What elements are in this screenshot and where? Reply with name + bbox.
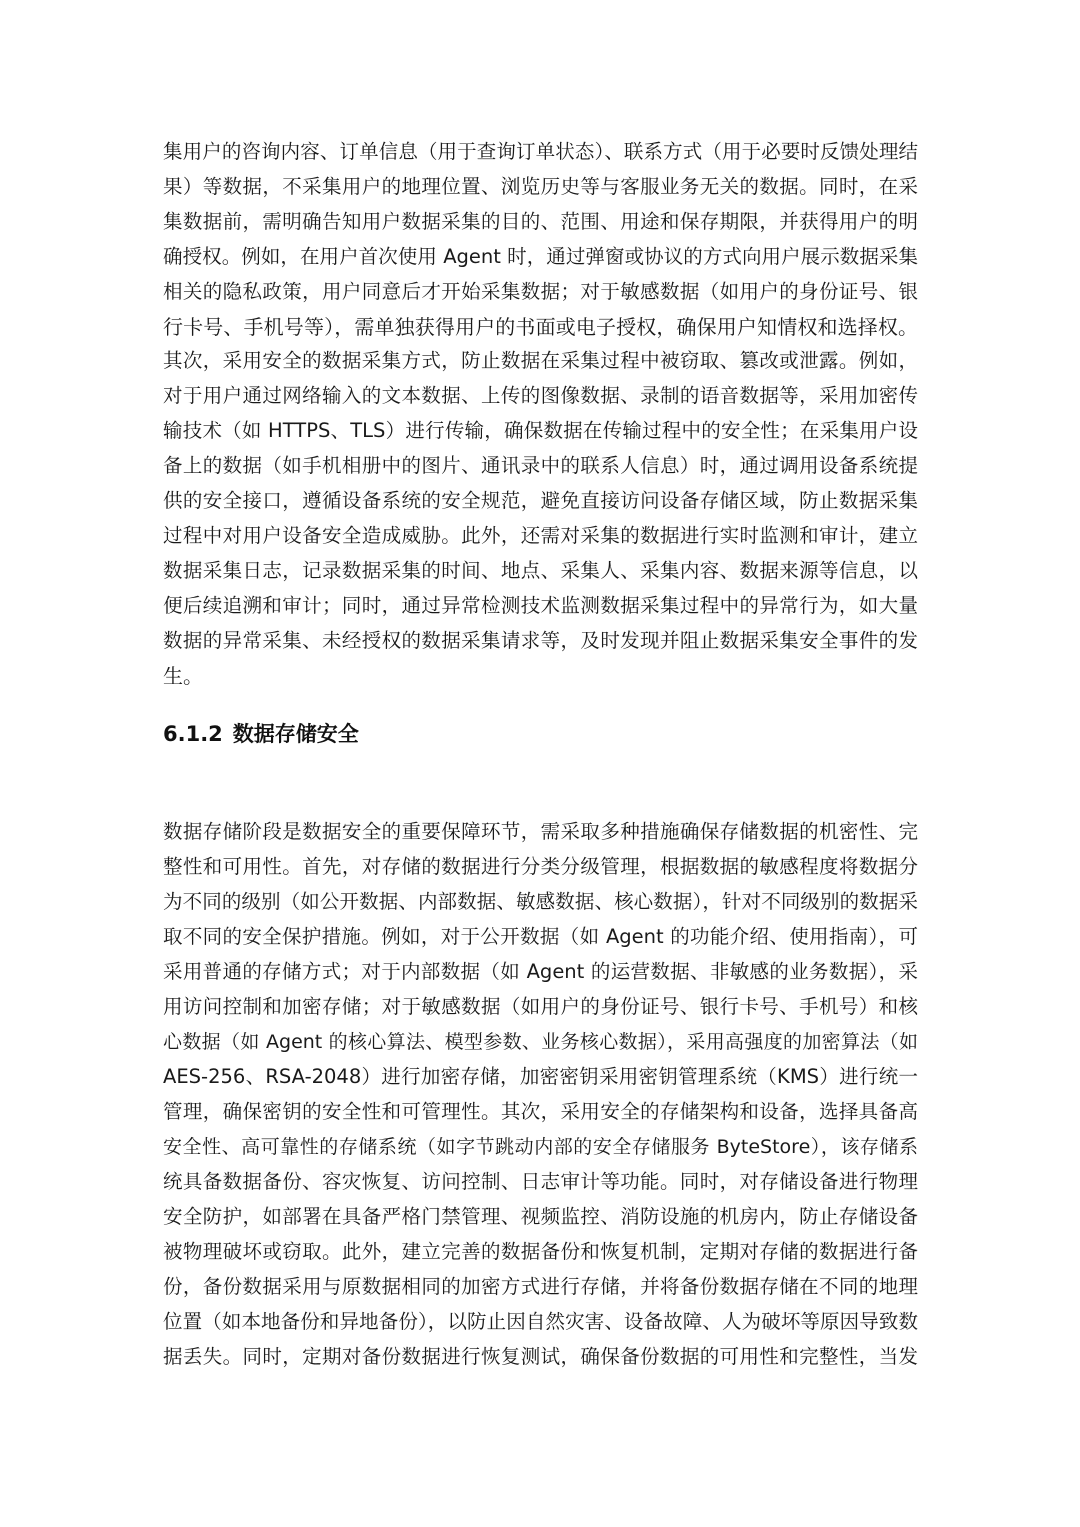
- text-line: 过程中对用户设备安全造成威胁。此外，还需对采集的数据进行实时监测和审计，建立: [163, 524, 918, 547]
- text-line: 行卡号、手机号等），需单独获得用户的书面或电子授权，确保用户知情权和选择权。: [163, 315, 918, 339]
- text-line: 安全防护，如部署在具备严格门禁管理、视频监控、消防设施的机房内，防止存储设备: [163, 1205, 918, 1228]
- text-line: 统具备数据备份、容灾恢复、访问控制、日志审计等功能。同时，对存储设备进行物理: [163, 1170, 918, 1193]
- text-line: 其次，采用安全的数据采集方式，防止数据在采集过程中被窃取、篡改或泄露。例如，: [163, 349, 918, 372]
- text-line: 采用普通的存储方式；对于内部数据（如 Agent 的运营数据、非敏感的业务数据），采: [163, 960, 918, 983]
- text-line: 生。: [163, 664, 203, 688]
- section-heading: [163, 718, 359, 750]
- text-line: 数据的异常采集、未经授权的数据采集请求等，及时发现并阻止数据采集安全事件的发: [163, 629, 918, 652]
- text-line: 数据存储阶段是数据安全的重要保障环节，需采取多种措施确保存储数据的机密性、完: [163, 820, 918, 843]
- text-line: 取不同的安全保护措施。例如，对于公开数据（如 Agent 的功能介绍、使用指南），可: [163, 925, 918, 948]
- text-line: 集用户的咨询内容、订单信息（用于查询订单状态）、联系方式（用于必要时反馈处理结: [163, 140, 918, 163]
- text-line: 输技术（如 HTTPS、TLS）进行传输，确保数据在传输过程中的安全性；在采集用户设: [163, 419, 918, 442]
- text-line: 相关的隐私政策，用户同意后才开始采集数据；对于敏感数据（如用户的身份证号、银: [163, 280, 918, 303]
- text-line: 备上的数据（如手机相册中的图片、通讯录中的联系人信息）时，通过调用设备系统提: [163, 454, 918, 477]
- text-line: AES-256、RSA-2048）进行加密存储，加密密钥采用密钥管理系统（KMS）进行统一: [163, 1065, 918, 1088]
- text-line: 供的安全接口，遵循设备系统的安全规范，避免直接访问设备存储区域，防止数据采集: [163, 489, 918, 512]
- text-line: 便后续追溯和审计；同时，通过异常检测技术监测数据采集过程中的异常行为，如大量: [163, 594, 918, 617]
- section-number: 6.1.2: [163, 722, 223, 746]
- text-line: 用访问控制和加密存储；对于敏感数据（如用户的身份证号、银行卡号、手机号）和核: [163, 995, 918, 1018]
- text-line: 心数据（如 Agent 的核心算法、模型参数、业务核心数据），采用高强度的加密算法（如: [163, 1031, 918, 1053]
- text-line: 果）等数据，不采集用户的地理位置、浏览历史等与客服业务无关的数据。同时，在采: [163, 175, 918, 198]
- text-line: 对于用户通过网络输入的文本数据、上传的图像数据、录制的语音数据等，采用加密传: [163, 384, 918, 407]
- text-line: 数据采集日志，记录数据采集的时间、地点、采集人、采集内容、数据来源等信息，以: [163, 559, 918, 582]
- section-title: 数据存储安全: [232, 722, 359, 746]
- text-line: 管理，确保密钥的安全性和可管理性。其次，采用安全的存储架构和设备，选择具备高: [163, 1100, 918, 1123]
- text-line: 集数据前，需明确告知用户数据采集的目的、范围、用途和保存期限，并获得用户的明: [163, 210, 918, 233]
- text-line: 据丢失。同时，定期对备份数据进行恢复测试，确保备份数据的可用性和完整性，当发: [163, 1345, 918, 1368]
- text-line: 被物理破坏或窃取。此外，建立完善的数据备份和恢复机制，定期对存储的数据进行备: [163, 1240, 918, 1263]
- text-line: 位置（如本地备份和异地备份），以防止因自然灾害、设备故障、人为破坏等原因导致数: [163, 1310, 918, 1333]
- text-line: 份，备份数据采用与原数据相同的加密方式进行存储，并将备份数据存储在不同的地理: [163, 1275, 918, 1298]
- text-line: 整性和可用性。首先，对存储的数据进行分类分级管理，根据数据的敏感程度将数据分: [163, 855, 918, 878]
- text-line: 为不同的级别（如公开数据、内部数据、敏感数据、核心数据），针对不同级别的数据采: [163, 890, 918, 913]
- text-line: 确授权。例如，在用户首次使用 Agent 时，通过弹窗或协议的方式向用户展示数据采集: [163, 245, 918, 268]
- text-line: 安全性、高可靠性的存储系统（如字节跳动内部的安全存储服务 ByteStore），该存储系: [163, 1136, 918, 1158]
